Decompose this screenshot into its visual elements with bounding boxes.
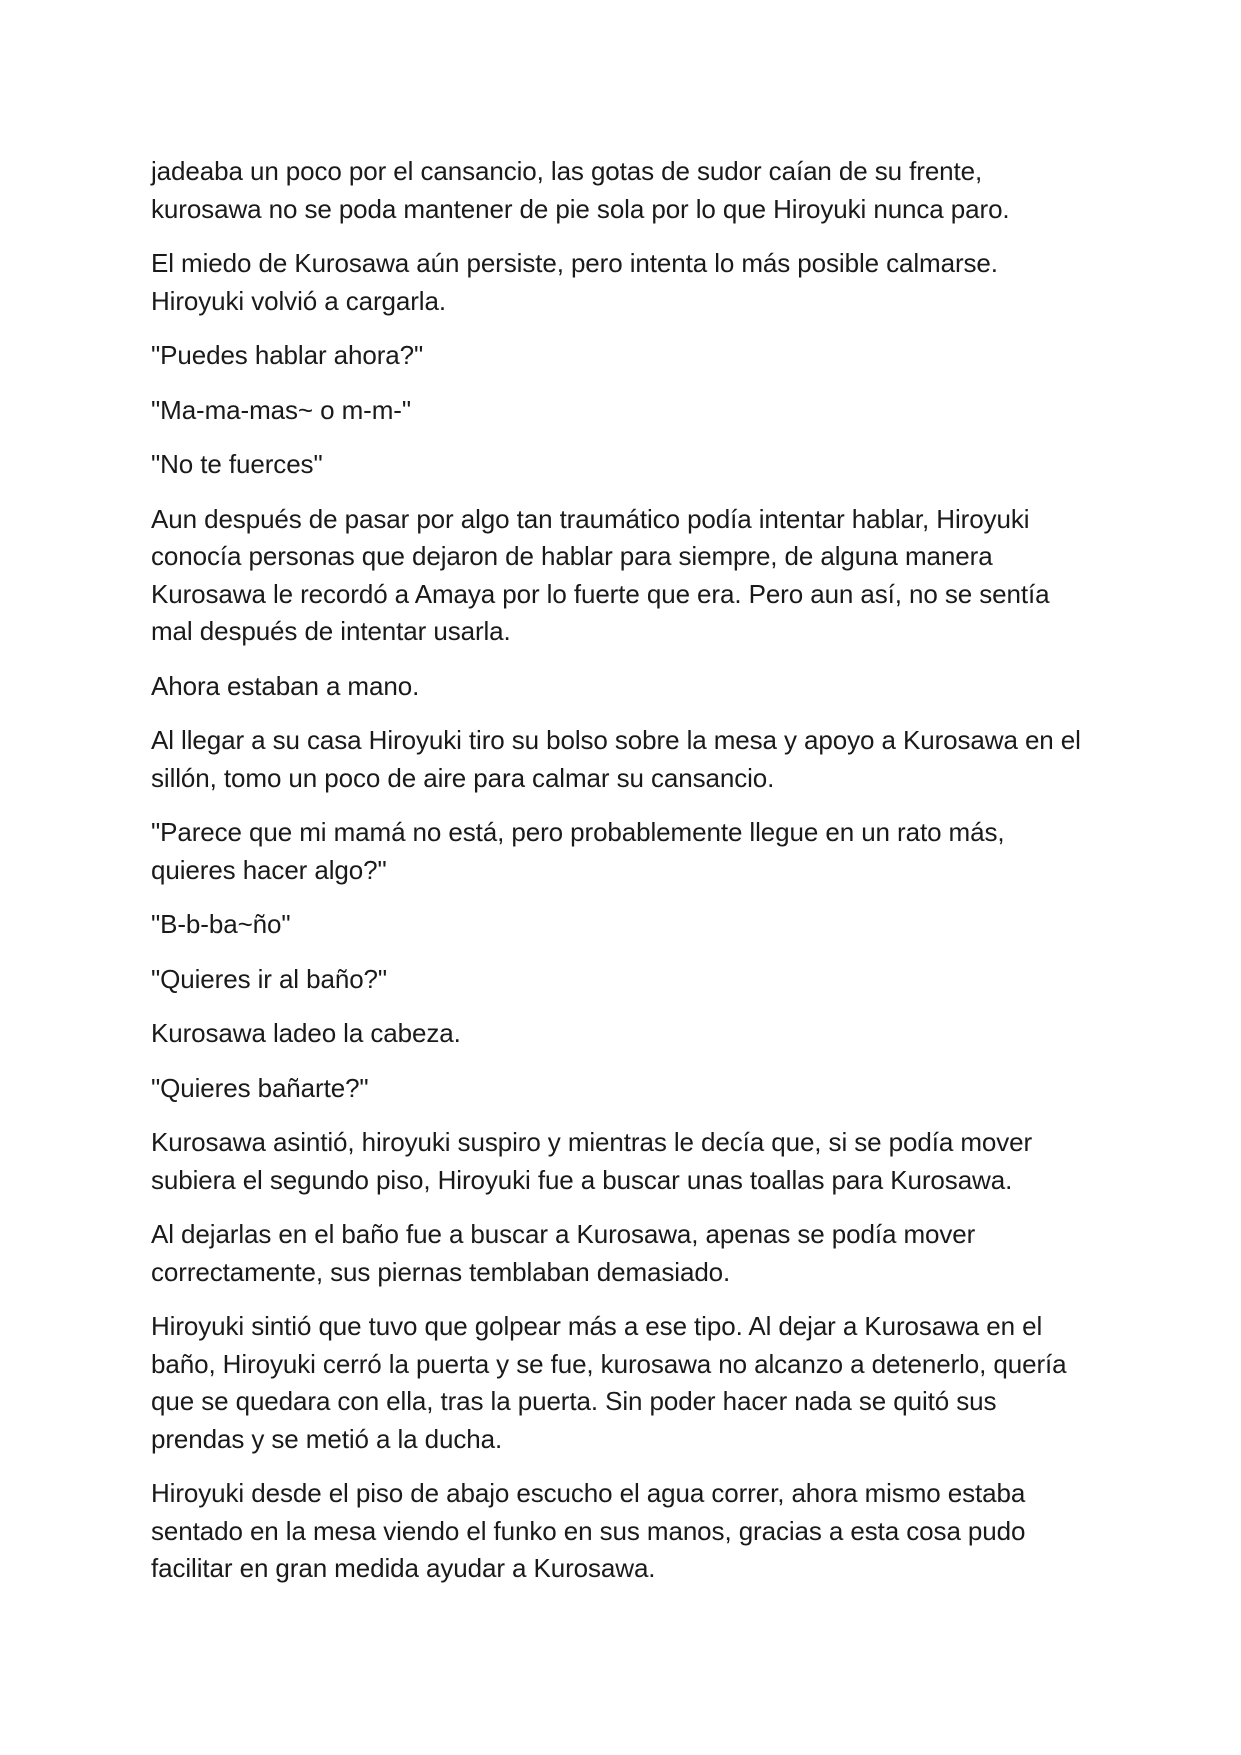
text-line: sentado en la mesa viendo el funko en sus manos, gracias a esta cosa pudo (151, 1515, 1026, 1546)
paragraph (151, 1216, 1096, 1291)
text-line: prendas y se metió a la ducha. (151, 1423, 503, 1454)
text-line: Hiroyuki sintió que tuvo que golpear más a ese tipo. Al dejar a Kurosawa en el (151, 1311, 1043, 1341)
text-line: jadeaba un poco por el cansancio, las gotas de sudor caían de su frente, (151, 156, 983, 186)
text-line: Aun después de pasar por algo tan traumático podía intentar hablar, Hiroyuki (151, 503, 1030, 534)
text-line: Ahora estaban a mano. (151, 670, 420, 701)
paragraph (151, 1124, 1096, 1199)
dialogue-line (151, 961, 1096, 999)
dialogue-line (151, 392, 1096, 430)
text-line: "Parece que mi mamá no está, pero probablemente llegue en un rato más, (151, 817, 1005, 847)
text-line: kurosawa no se poda mantener de pie sola por lo que Hiroyuki nunca paro. (151, 193, 1010, 224)
text-line: "B-b-ba~ño" (151, 909, 291, 939)
text-line: "Puedes hablar ahora?" (151, 340, 424, 370)
body-text (151, 153, 1096, 1605)
text-line: facilitar en gran medida ayudar a Kurosawa. (151, 1553, 656, 1583)
dialogue-line (151, 446, 1096, 484)
paragraph (151, 668, 1096, 706)
text-line: Hiroyuki volvió a cargarla. (151, 285, 446, 316)
text-line: Al llegar a su casa Hiroyuki tiro su bolso sobre la mesa y apoyo a Kurosawa en el (151, 725, 1081, 755)
dialogue-line (151, 337, 1096, 375)
text-line: Hiroyuki desde el piso de abajo escucho el agua correr, ahora mismo estaba (151, 1478, 1026, 1508)
text-line: conocía personas que dejaron de hablar para siempre, de alguna manera (151, 541, 993, 571)
text-line: que se quedara con ella, tras la puerta. Sin poder hacer nada se quitó sus (151, 1386, 997, 1416)
paragraph (151, 501, 1096, 651)
dialogue-line (151, 906, 1096, 944)
text-line: Kurosawa ladeo la cabeza. (151, 1018, 461, 1048)
dialogue-line (151, 1070, 1096, 1108)
text-line: Kurosawa le recordó a Amaya por lo fuerte que era. Pero aun así, no se sentía (151, 578, 1050, 609)
text-line: subiera el segundo piso, Hiroyuki fue a buscar unas toallas para Kurosawa. (151, 1164, 1013, 1195)
text-line: Kurosawa asintió, hiroyuki suspiro y mientras le decía que, si se podía mover (151, 1127, 1033, 1157)
text-line: mal después de intentar usarla. (151, 616, 511, 646)
paragraph (151, 722, 1096, 797)
text-line: "Quieres ir al baño?" (151, 963, 388, 994)
text-line: sillón, tomo un poco de aire para calmar su cansancio. (151, 762, 775, 793)
text-line: baño, Hiroyuki cerró la puerta y se fue, kurosawa no alcanzo a detenerlo, quería (151, 1348, 1067, 1379)
text-line: correctamente, sus piernas temblaban demasiado. (151, 1256, 731, 1287)
paragraph (151, 153, 1096, 228)
text-line: Al dejarlas en el baño fue a buscar a Kurosawa, apenas se podía mover (151, 1219, 976, 1249)
paragraph (151, 1475, 1096, 1588)
text-line: "Quieres bañarte?" (151, 1072, 369, 1103)
text-line: "Ma-ma-mas~ o m-m-" (151, 394, 411, 425)
paragraph (151, 1308, 1096, 1458)
paragraph (151, 245, 1096, 320)
text-line: El miedo de Kurosawa aún persiste, pero intenta lo más posible calmarse. (151, 248, 998, 278)
text-line: "No te fuerces" (151, 449, 323, 479)
paragraph (151, 1015, 1096, 1053)
dialogue-line (151, 814, 1096, 889)
text-line: quieres hacer algo?" (151, 854, 387, 885)
